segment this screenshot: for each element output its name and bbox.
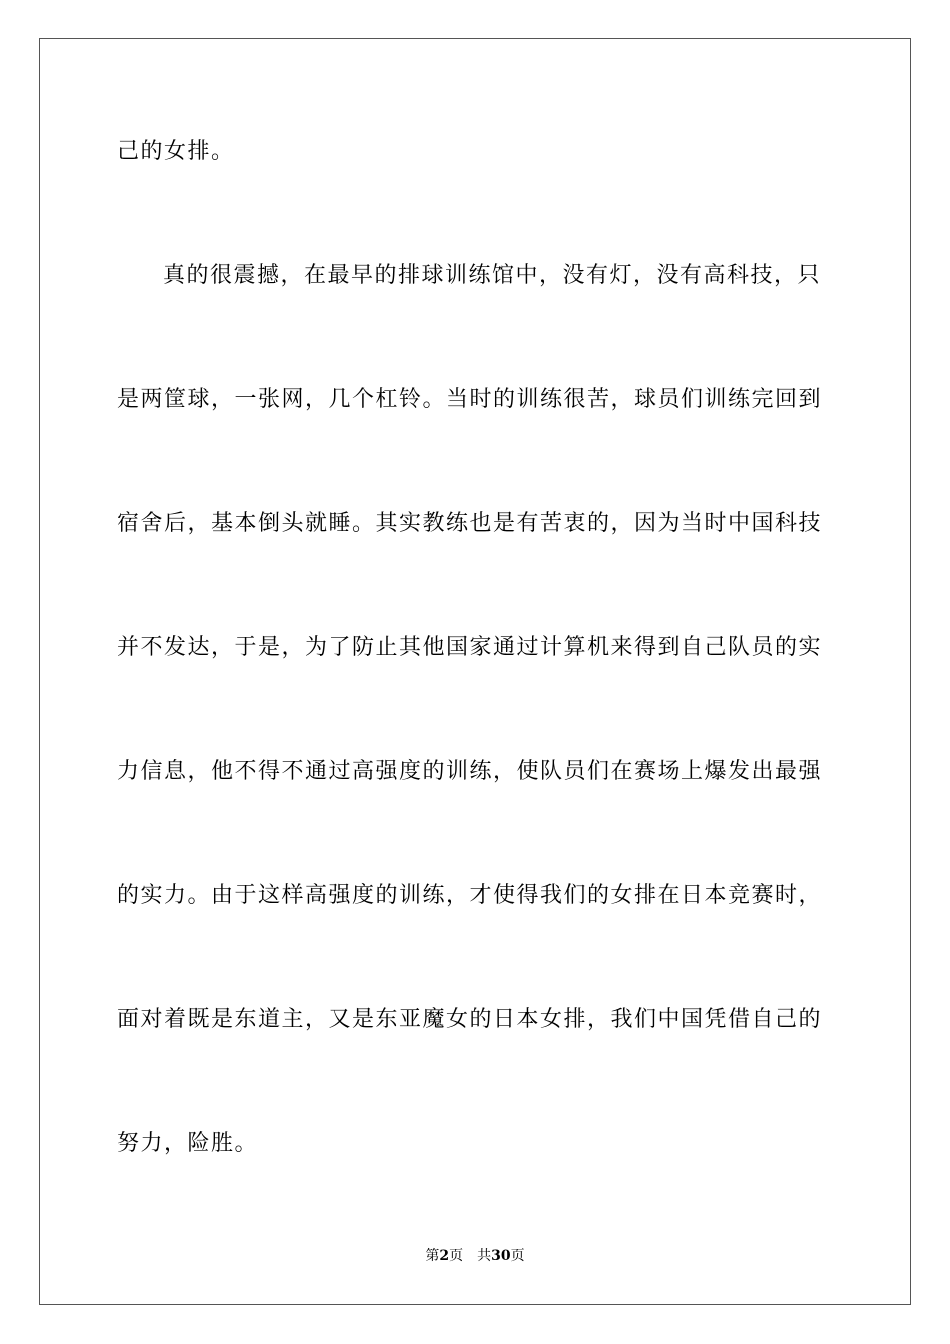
total-suffix: 页 <box>510 1248 525 1264</box>
text-line-5: 并不发达，于是，为了防止其他国家通过计算机来得到自己队员的实 <box>117 635 823 660</box>
page-footer <box>0 1246 950 1266</box>
text-line-3: 是两筐球，一张网，几个杠铃。当时的训练很苦，球员们训练完回到 <box>117 387 823 412</box>
total-prefix: 共 <box>477 1248 492 1264</box>
page-suffix: 页 <box>449 1248 464 1264</box>
page-number: 2 <box>439 1248 450 1264</box>
text-line-2: 真的很震撼，在最早的排球训练馆中，没有灯，没有高科技，只 <box>163 263 822 288</box>
text-line-9: 努力，险胜。 <box>117 1131 259 1156</box>
page-prefix: 第 <box>425 1248 440 1264</box>
text-line-1: 己的女排。 <box>117 139 235 164</box>
text-line-7: 的实力。由于这样高强度的训练，才使得我们的女排在日本竞赛时， <box>117 883 823 908</box>
text-line-6: 力信息，他不得不通过高强度的训练，使队员们在赛场上爆发出最强 <box>117 759 823 784</box>
page-border <box>39 38 911 1305</box>
total-pages: 30 <box>491 1248 511 1264</box>
text-line-4: 宿舍后，基本倒头就睡。其实教练也是有苦衷的，因为当时中国科技 <box>117 511 823 536</box>
text-line-8: 面对着既是东道主，又是东亚魔女的日本女排，我们中国凭借自己的 <box>117 1007 823 1032</box>
